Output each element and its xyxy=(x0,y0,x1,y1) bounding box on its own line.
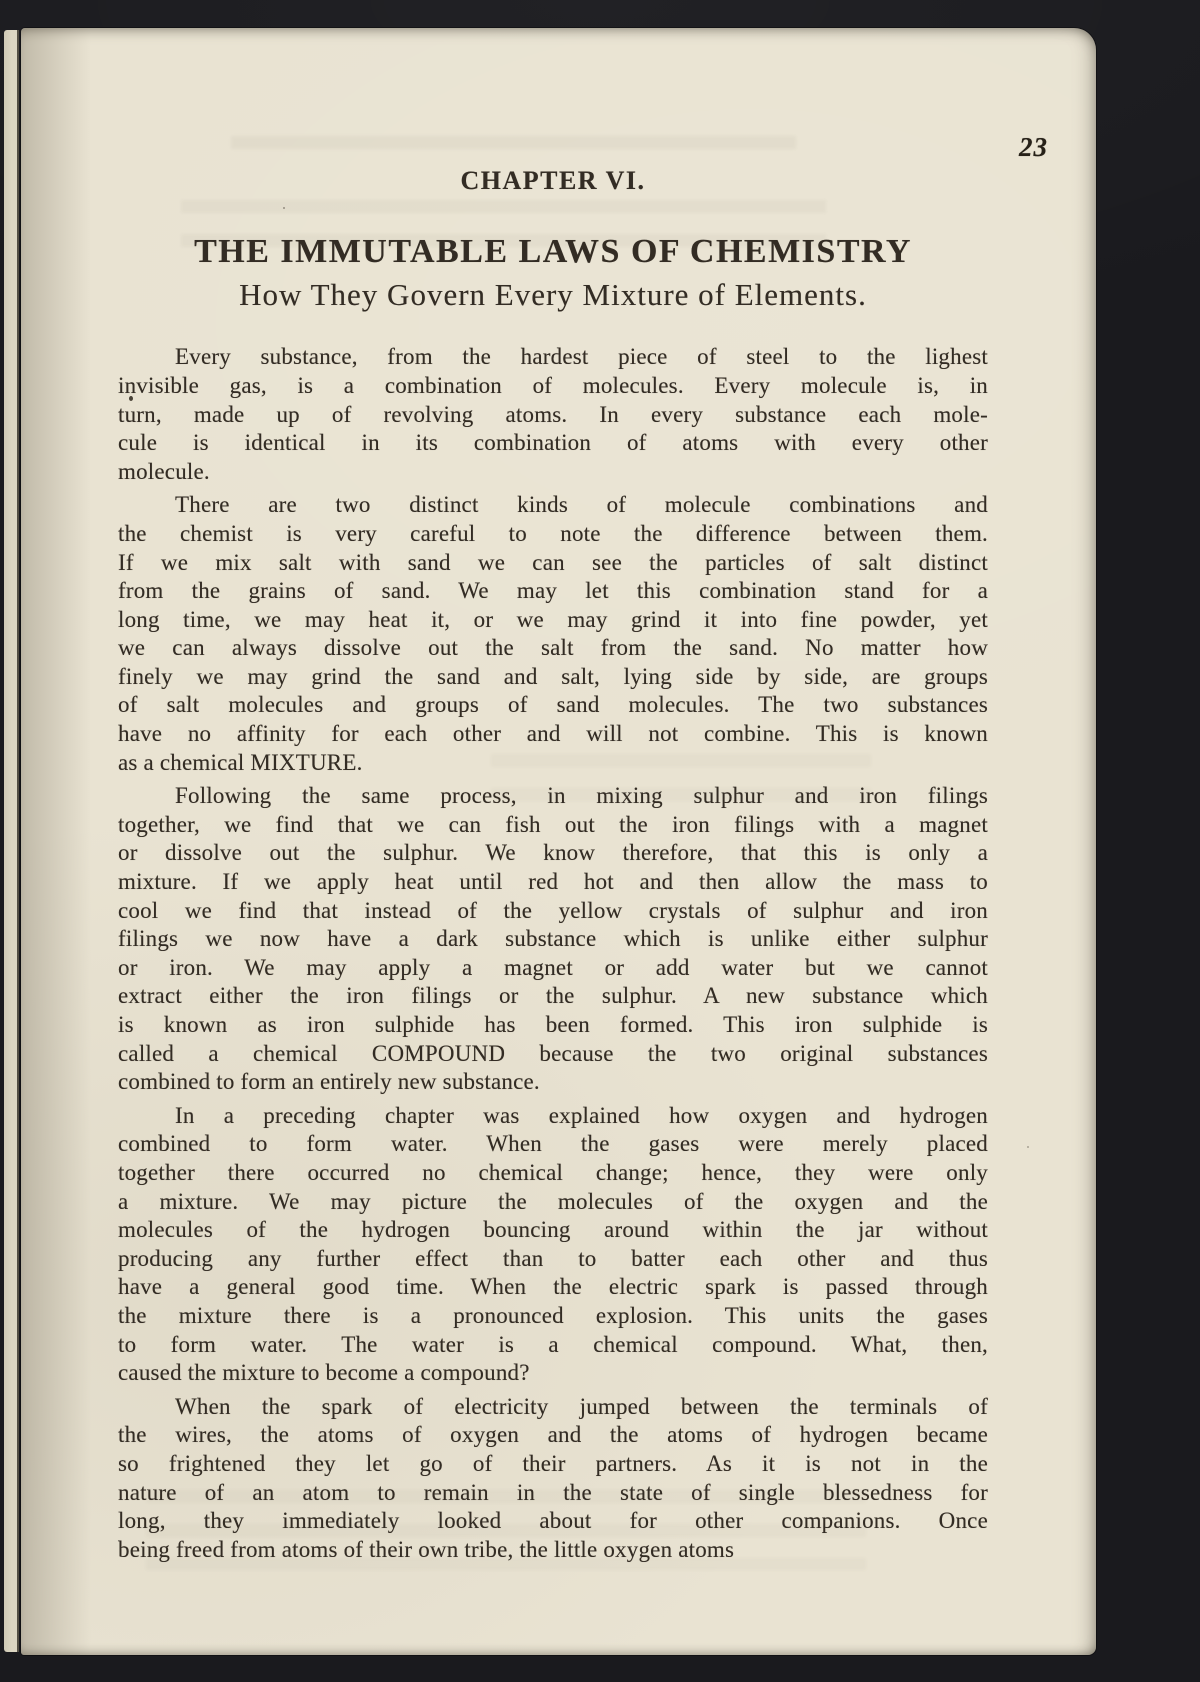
text-line: extract either the iron filings or the sulphur. A new substance which xyxy=(118,983,988,1009)
text-line: nature of an atom to remain in the state of single blessedness for xyxy=(118,1479,988,1505)
book-page-edge xyxy=(4,30,19,1652)
chapter-heading: CHAPTER VI. xyxy=(460,166,646,195)
text-line: molecule. xyxy=(118,458,210,484)
text-line: the mixture there is a pronounced explosion. This units the gases xyxy=(118,1302,988,1328)
text-line: mixture. If we apply heat until red hot and then allow the mass to xyxy=(118,869,988,895)
paragraph xyxy=(118,1393,988,1565)
text-line: as a chemical MIXTURE. xyxy=(118,749,363,775)
chapter-title: THE IMMUTABLE LAWS OF CHEMISTRY xyxy=(194,233,912,270)
book-page xyxy=(21,28,1096,1655)
paragraph xyxy=(118,782,988,1097)
text-line: invisible gas, is a combination of molecules. Every molecule is, in xyxy=(118,372,988,398)
text-line: cule is identical in its combination of atoms with every other xyxy=(118,430,988,456)
text-line: There are two distinct kinds of molecule combinations and xyxy=(175,492,988,518)
text-line: turn, made up of revolving atoms. In every substance each mole- xyxy=(118,401,988,427)
text-line: called a chemical COMPOUND because the two original substances xyxy=(118,1040,988,1066)
text-line: molecules of the hydrogen bouncing around within the jar without xyxy=(118,1217,988,1243)
paragraph xyxy=(118,491,988,777)
text-line: or iron. We may apply a magnet or add water but we cannot xyxy=(118,954,988,980)
text-line: Following the same process, in mixing sulphur and iron filings xyxy=(175,783,988,809)
text-line: Every substance, from the hardest piece of steel to the lighest xyxy=(175,344,988,370)
text-line: from the grains of sand. We may let this combination stand for a xyxy=(118,578,988,604)
text-line: filings we now have a dark substance which is unlike either sulphur xyxy=(118,926,988,952)
text-line: to form water. The water is a chemical compound. What, then, xyxy=(118,1331,988,1357)
text-line: we can always dissolve out the salt from the sand. No matter how xyxy=(118,635,988,661)
page-number: 23 xyxy=(1019,132,1048,162)
text-line: If we mix salt with sand we can see the particles of salt distinct xyxy=(118,549,988,575)
text-line: or dissolve out the sulphur. We know therefore, that this is only a xyxy=(118,840,988,866)
paragraph xyxy=(118,343,988,486)
text-line: being freed from atoms of their own tribe, the little oxygen atoms xyxy=(118,1536,735,1562)
text-line: finely we may grind the sand and salt, lying side by side, are groups xyxy=(118,663,988,689)
text-line: combined to form water. When the gases were merely placed xyxy=(118,1131,988,1157)
paragraph xyxy=(118,1102,988,1388)
chapter-subtitle: How They Govern Every Mixture of Elements. xyxy=(239,276,867,312)
text-line: together there occurred no chemical change; hence, they were only xyxy=(118,1159,988,1185)
text-line: cool we find that instead of the yellow crystals of sulphur and iron xyxy=(118,897,988,923)
text-line: When the spark of electricity jumped between the terminals of xyxy=(175,1393,988,1419)
text-line: long, they immediately looked about for other companions. Once xyxy=(118,1508,988,1534)
text-line: the wires, the atoms of oxygen and the atoms of hydrogen became xyxy=(118,1422,988,1448)
text-line: is known as iron sulphide has been formed. This iron sulphide is xyxy=(118,1012,988,1038)
text-line: have a general good time. When the electric spark is passed through xyxy=(118,1274,988,1300)
text-line: have no affinity for each other and will not combine. This is known xyxy=(118,721,988,747)
article-body xyxy=(118,343,988,1564)
text-line: the chemist is very careful to note the difference between them. xyxy=(118,520,988,546)
text-line: so frightened they let go of their partners. As it is not in the xyxy=(118,1450,988,1476)
text-line: of salt molecules and groups of sand molecules. The two substances xyxy=(118,692,988,718)
text-line: In a preceding chapter was explained how oxygen and hydrogen xyxy=(175,1102,988,1128)
text-line: caused the mixture to become a compound? xyxy=(118,1360,530,1386)
text-line: together, we find that we can fish out the iron filings with a magnet xyxy=(118,811,988,837)
text-line: producing any further effect than to batter each other and thus xyxy=(118,1245,988,1271)
text-line: a mixture. We may picture the molecules of the oxygen and the xyxy=(118,1188,988,1214)
page-content xyxy=(21,28,1096,1655)
text-line: combined to form an entirely new substance. xyxy=(118,1069,540,1095)
text-line: long time, we may heat it, or we may grind it into fine powder, yet xyxy=(118,606,988,632)
